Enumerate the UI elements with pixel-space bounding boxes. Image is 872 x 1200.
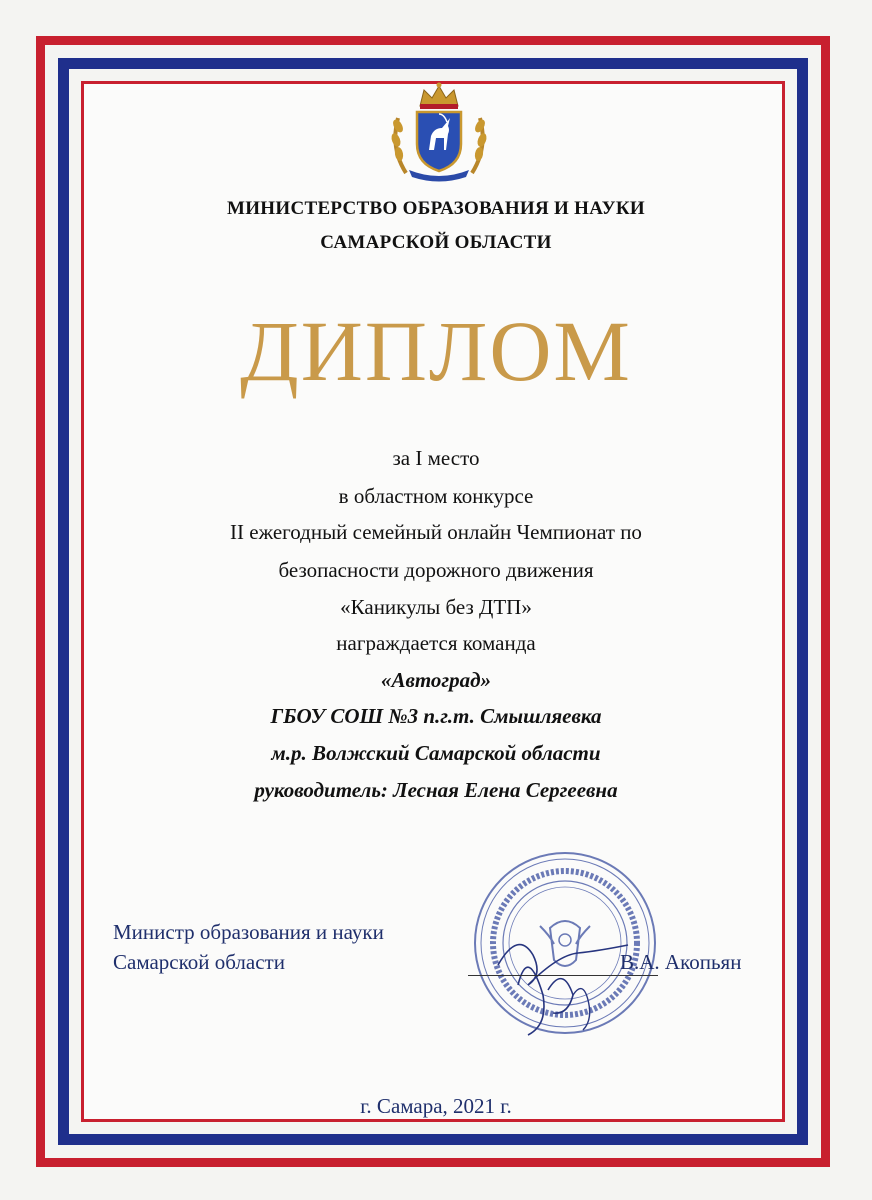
contest-name-line2: безопасности дорожного движения (278, 558, 594, 582)
diploma-title: ДИПЛОМ (240, 303, 632, 399)
signatory-position-line2: Самарской области (113, 950, 285, 974)
signatory-name: В.А. Акопьян (620, 950, 742, 974)
signature-scribble (488, 925, 638, 1045)
district-name: м.р. Волжский Самарской области (271, 741, 601, 765)
coat-of-arms-icon (384, 78, 494, 188)
signature-line (468, 975, 658, 976)
place-text: за I место (392, 446, 480, 470)
signatory-position-line1: Министр образования и науки (113, 920, 384, 944)
awarded-text: награждается команда (336, 631, 536, 655)
contest-intro: в областном конкурсе (338, 484, 534, 508)
leader-name: руководитель: Лесная Елена Сергеевна (254, 778, 618, 802)
school-name: ГБОУ СОШ №3 п.г.т. Смышляевка (270, 704, 602, 728)
contest-name-line1: II ежегодный семейный онлайн Чемпионат по (230, 520, 642, 544)
ministry-title-line1: МИНИСТЕРСТВО ОБРАЗОВАНИЯ И НАУКИ (226, 198, 646, 219)
ministry-title-line2: САМАРСКОЙ ОБЛАСТИ (320, 232, 552, 253)
team-name: «Автоград» (380, 668, 492, 692)
contest-name-line3: «Каникулы без ДТП» (340, 595, 532, 619)
place-and-year: г. Самара, 2021 г. (360, 1094, 512, 1118)
